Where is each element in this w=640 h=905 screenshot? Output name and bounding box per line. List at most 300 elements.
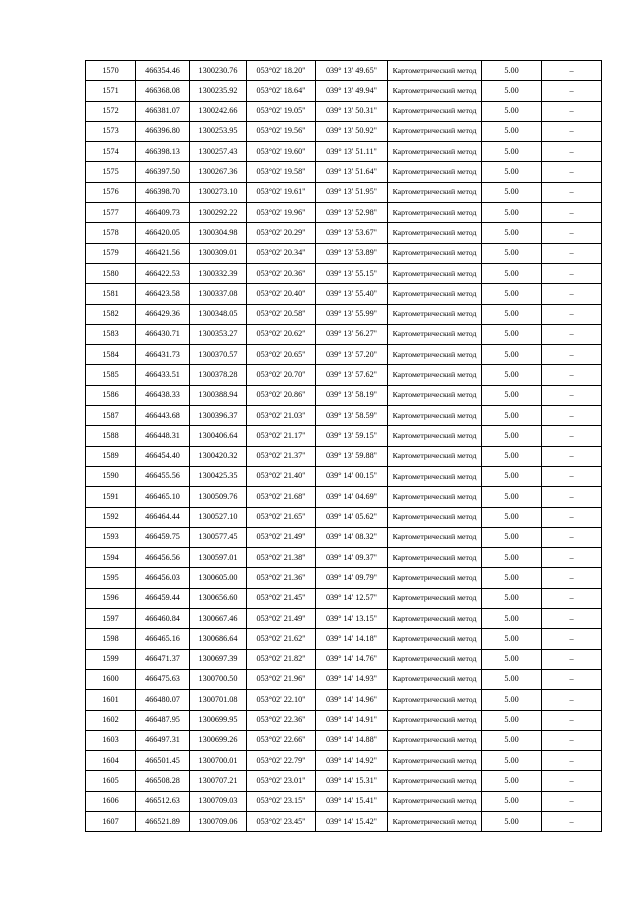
- longitude-cell: 039° 14' 00.15": [316, 466, 388, 486]
- note-cell: –: [542, 649, 602, 669]
- table-row: [86, 61, 602, 81]
- accuracy-cell: 5.00: [482, 182, 542, 202]
- longitude-cell: 039° 13' 52.98": [316, 203, 388, 223]
- x-coordinate-cell: 466454.40: [136, 446, 190, 466]
- method-cell: Картометрический метод: [388, 811, 482, 831]
- accuracy-cell: 5.00: [482, 284, 542, 304]
- accuracy-cell: 5.00: [482, 669, 542, 689]
- note-cell: –: [542, 142, 602, 162]
- longitude-cell: 039° 14' 09.79": [316, 568, 388, 588]
- y-coordinate-cell: 1300605.00: [190, 568, 247, 588]
- longitude-cell: 039° 13' 57.62": [316, 365, 388, 385]
- y-coordinate-cell: 1300597.01: [190, 548, 247, 568]
- note-cell: –: [542, 345, 602, 365]
- latitude-cell: 053°02' 21.68": [247, 487, 316, 507]
- table-row: [86, 710, 602, 730]
- longitude-cell: 039° 13' 49.65": [316, 61, 388, 81]
- latitude-cell: 053°02' 22.36": [247, 710, 316, 730]
- longitude-cell: 039° 13' 57.20": [316, 345, 388, 365]
- point-number-cell: 1581: [86, 284, 136, 304]
- point-number-cell: 1579: [86, 243, 136, 263]
- note-cell: –: [542, 101, 602, 121]
- method-cell: Картометрический метод: [388, 548, 482, 568]
- latitude-cell: 053°02' 20.86": [247, 385, 316, 405]
- method-cell: Картометрический метод: [388, 669, 482, 689]
- point-number-cell: 1596: [86, 588, 136, 608]
- point-number-cell: 1587: [86, 406, 136, 426]
- x-coordinate-cell: 466465.16: [136, 629, 190, 649]
- x-coordinate-cell: 466398.13: [136, 142, 190, 162]
- point-number-cell: 1600: [86, 669, 136, 689]
- method-cell: Картометрический метод: [388, 304, 482, 324]
- note-cell: –: [542, 730, 602, 750]
- longitude-cell: 039° 13' 55.40": [316, 284, 388, 304]
- longitude-cell: 039° 14' 09.37": [316, 548, 388, 568]
- point-number-cell: 1607: [86, 811, 136, 831]
- y-coordinate-cell: 1300309.01: [190, 243, 247, 263]
- x-coordinate-cell: 466438.33: [136, 385, 190, 405]
- method-cell: Картометрический метод: [388, 182, 482, 202]
- table-row: [86, 324, 602, 344]
- accuracy-cell: 5.00: [482, 345, 542, 365]
- latitude-cell: 053°02' 20.62": [247, 324, 316, 344]
- note-cell: –: [542, 263, 602, 283]
- note-cell: –: [542, 385, 602, 405]
- table-body: [86, 61, 602, 832]
- point-number-cell: 1584: [86, 345, 136, 365]
- point-number-cell: 1574: [86, 142, 136, 162]
- latitude-cell: 053°02' 21.37": [247, 446, 316, 466]
- x-coordinate-cell: 466459.75: [136, 527, 190, 547]
- latitude-cell: 053°02' 21.03": [247, 406, 316, 426]
- table-row: [86, 629, 602, 649]
- latitude-cell: 053°02' 19.96": [247, 203, 316, 223]
- accuracy-cell: 5.00: [482, 649, 542, 669]
- note-cell: –: [542, 466, 602, 486]
- latitude-cell: 053°02' 22.79": [247, 751, 316, 771]
- y-coordinate-cell: 1300242.66: [190, 101, 247, 121]
- longitude-cell: 039° 13' 50.31": [316, 101, 388, 121]
- table-row: [86, 142, 602, 162]
- accuracy-cell: 5.00: [482, 609, 542, 629]
- method-cell: Картометрический метод: [388, 568, 482, 588]
- table-row: [86, 811, 602, 831]
- point-number-cell: 1583: [86, 324, 136, 344]
- x-coordinate-cell: 466460.84: [136, 609, 190, 629]
- longitude-cell: 039° 14' 14.92": [316, 751, 388, 771]
- note-cell: –: [542, 121, 602, 141]
- method-cell: Картометрический метод: [388, 588, 482, 608]
- method-cell: Картометрический метод: [388, 507, 482, 527]
- latitude-cell: 053°02' 23.15": [247, 791, 316, 811]
- point-number-cell: 1604: [86, 751, 136, 771]
- longitude-cell: 039° 13' 55.99": [316, 304, 388, 324]
- point-number-cell: 1601: [86, 690, 136, 710]
- latitude-cell: 053°02' 21.49": [247, 527, 316, 547]
- y-coordinate-cell: 1300304.98: [190, 223, 247, 243]
- table-row: [86, 426, 602, 446]
- point-number-cell: 1585: [86, 365, 136, 385]
- x-coordinate-cell: 466397.50: [136, 162, 190, 182]
- longitude-cell: 039° 14' 15.31": [316, 771, 388, 791]
- accuracy-cell: 5.00: [482, 811, 542, 831]
- table-row: [86, 81, 602, 101]
- latitude-cell: 053°02' 19.58": [247, 162, 316, 182]
- longitude-cell: 039° 14' 04.69": [316, 487, 388, 507]
- y-coordinate-cell: 1300527.10: [190, 507, 247, 527]
- method-cell: Картометрический метод: [388, 345, 482, 365]
- method-cell: Картометрический метод: [388, 263, 482, 283]
- table-row: [86, 365, 602, 385]
- note-cell: –: [542, 487, 602, 507]
- longitude-cell: 039° 14' 14.91": [316, 710, 388, 730]
- y-coordinate-cell: 1300709.03: [190, 791, 247, 811]
- accuracy-cell: 5.00: [482, 406, 542, 426]
- note-cell: –: [542, 629, 602, 649]
- note-cell: –: [542, 162, 602, 182]
- accuracy-cell: 5.00: [482, 446, 542, 466]
- table-row: [86, 243, 602, 263]
- x-coordinate-cell: 466480.07: [136, 690, 190, 710]
- accuracy-cell: 5.00: [482, 101, 542, 121]
- latitude-cell: 053°02' 21.82": [247, 649, 316, 669]
- table-row: [86, 751, 602, 771]
- y-coordinate-cell: 1300700.50: [190, 669, 247, 689]
- note-cell: –: [542, 609, 602, 629]
- method-cell: Картометрический метод: [388, 690, 482, 710]
- latitude-cell: 053°02' 18.64": [247, 81, 316, 101]
- point-number-cell: 1572: [86, 101, 136, 121]
- note-cell: –: [542, 182, 602, 202]
- method-cell: Картометрический метод: [388, 101, 482, 121]
- x-coordinate-cell: 466471.37: [136, 649, 190, 669]
- latitude-cell: 053°02' 21.96": [247, 669, 316, 689]
- accuracy-cell: 5.00: [482, 588, 542, 608]
- y-coordinate-cell: 1300267.36: [190, 162, 247, 182]
- method-cell: Картометрический метод: [388, 487, 482, 507]
- table-row: [86, 263, 602, 283]
- table-row: [86, 203, 602, 223]
- point-number-cell: 1570: [86, 61, 136, 81]
- y-coordinate-cell: 1300420.32: [190, 446, 247, 466]
- table-row: [86, 791, 602, 811]
- latitude-cell: 053°02' 21.40": [247, 466, 316, 486]
- point-number-cell: 1602: [86, 710, 136, 730]
- latitude-cell: 053°02' 21.38": [247, 548, 316, 568]
- method-cell: Картометрический метод: [388, 751, 482, 771]
- x-coordinate-cell: 466433.51: [136, 365, 190, 385]
- y-coordinate-cell: 1300353.27: [190, 324, 247, 344]
- x-coordinate-cell: 466508.28: [136, 771, 190, 791]
- accuracy-cell: 5.00: [482, 142, 542, 162]
- method-cell: Картометрический метод: [388, 61, 482, 81]
- latitude-cell: 053°02' 21.65": [247, 507, 316, 527]
- x-coordinate-cell: 466455.56: [136, 466, 190, 486]
- table-row: [86, 487, 602, 507]
- method-cell: Картометрический метод: [388, 771, 482, 791]
- note-cell: –: [542, 243, 602, 263]
- longitude-cell: 039° 13' 53.67": [316, 223, 388, 243]
- table-row: [86, 223, 602, 243]
- longitude-cell: 039° 13' 58.59": [316, 406, 388, 426]
- method-cell: Картометрический метод: [388, 791, 482, 811]
- longitude-cell: 039° 14' 14.18": [316, 629, 388, 649]
- y-coordinate-cell: 1300337.08: [190, 284, 247, 304]
- x-coordinate-cell: 466456.56: [136, 548, 190, 568]
- y-coordinate-cell: 1300701.08: [190, 690, 247, 710]
- point-number-cell: 1582: [86, 304, 136, 324]
- y-coordinate-cell: 1300388.94: [190, 385, 247, 405]
- latitude-cell: 053°02' 19.60": [247, 142, 316, 162]
- latitude-cell: 053°02' 21.49": [247, 609, 316, 629]
- method-cell: Картометрический метод: [388, 81, 482, 101]
- note-cell: –: [542, 365, 602, 385]
- y-coordinate-cell: 1300396.37: [190, 406, 247, 426]
- longitude-cell: 039° 13' 51.11": [316, 142, 388, 162]
- note-cell: –: [542, 771, 602, 791]
- x-coordinate-cell: 466381.07: [136, 101, 190, 121]
- method-cell: Картометрический метод: [388, 406, 482, 426]
- y-coordinate-cell: 1300348.05: [190, 304, 247, 324]
- note-cell: –: [542, 507, 602, 527]
- table-row: [86, 182, 602, 202]
- method-cell: Картометрический метод: [388, 142, 482, 162]
- latitude-cell: 053°02' 22.66": [247, 730, 316, 750]
- x-coordinate-cell: 466423.58: [136, 284, 190, 304]
- longitude-cell: 039° 14' 14.93": [316, 669, 388, 689]
- y-coordinate-cell: 1300667.46: [190, 609, 247, 629]
- point-number-cell: 1590: [86, 466, 136, 486]
- x-coordinate-cell: 466398.70: [136, 182, 190, 202]
- latitude-cell: 053°02' 20.58": [247, 304, 316, 324]
- latitude-cell: 053°02' 20.65": [247, 345, 316, 365]
- x-coordinate-cell: 466512.63: [136, 791, 190, 811]
- note-cell: –: [542, 751, 602, 771]
- method-cell: Картометрический метод: [388, 365, 482, 385]
- latitude-cell: 053°02' 19.05": [247, 101, 316, 121]
- method-cell: Картометрический метод: [388, 446, 482, 466]
- method-cell: Картометрический метод: [388, 284, 482, 304]
- point-number-cell: 1586: [86, 385, 136, 405]
- note-cell: –: [542, 527, 602, 547]
- method-cell: Картометрический метод: [388, 649, 482, 669]
- table-row: [86, 568, 602, 588]
- accuracy-cell: 5.00: [482, 771, 542, 791]
- note-cell: –: [542, 568, 602, 588]
- longitude-cell: 039° 14' 12.57": [316, 588, 388, 608]
- note-cell: –: [542, 284, 602, 304]
- x-coordinate-cell: 466430.71: [136, 324, 190, 344]
- latitude-cell: 053°02' 21.62": [247, 629, 316, 649]
- note-cell: –: [542, 223, 602, 243]
- table-row: [86, 588, 602, 608]
- method-cell: Картометрический метод: [388, 730, 482, 750]
- table-row: [86, 345, 602, 365]
- note-cell: –: [542, 446, 602, 466]
- note-cell: –: [542, 426, 602, 446]
- x-coordinate-cell: 466475.63: [136, 669, 190, 689]
- method-cell: Картометрический метод: [388, 385, 482, 405]
- point-number-cell: 1595: [86, 568, 136, 588]
- point-number-cell: 1576: [86, 182, 136, 202]
- point-number-cell: 1578: [86, 223, 136, 243]
- latitude-cell: 053°02' 20.70": [247, 365, 316, 385]
- note-cell: –: [542, 811, 602, 831]
- method-cell: Картометрический метод: [388, 121, 482, 141]
- y-coordinate-cell: 1300709.06: [190, 811, 247, 831]
- note-cell: –: [542, 710, 602, 730]
- longitude-cell: 039° 13' 55.15": [316, 263, 388, 283]
- y-coordinate-cell: 1300292.22: [190, 203, 247, 223]
- longitude-cell: 039° 14' 08.32": [316, 527, 388, 547]
- point-number-cell: 1599: [86, 649, 136, 669]
- accuracy-cell: 5.00: [482, 81, 542, 101]
- accuracy-cell: 5.00: [482, 629, 542, 649]
- x-coordinate-cell: 466501.45: [136, 751, 190, 771]
- accuracy-cell: 5.00: [482, 385, 542, 405]
- y-coordinate-cell: 1300230.76: [190, 61, 247, 81]
- longitude-cell: 039° 13' 51.95": [316, 182, 388, 202]
- accuracy-cell: 5.00: [482, 304, 542, 324]
- method-cell: Картометрический метод: [388, 629, 482, 649]
- x-coordinate-cell: 466487.95: [136, 710, 190, 730]
- table-row: [86, 690, 602, 710]
- table-row: [86, 771, 602, 791]
- point-number-cell: 1577: [86, 203, 136, 223]
- accuracy-cell: 5.00: [482, 527, 542, 547]
- accuracy-cell: 5.00: [482, 263, 542, 283]
- longitude-cell: 039° 13' 53.89": [316, 243, 388, 263]
- x-coordinate-cell: 466421.56: [136, 243, 190, 263]
- longitude-cell: 039° 14' 15.41": [316, 791, 388, 811]
- table-row: [86, 385, 602, 405]
- point-number-cell: 1591: [86, 487, 136, 507]
- table-row: [86, 649, 602, 669]
- latitude-cell: 053°02' 21.17": [247, 426, 316, 446]
- note-cell: –: [542, 81, 602, 101]
- longitude-cell: 039° 13' 59.88": [316, 446, 388, 466]
- y-coordinate-cell: 1300332.39: [190, 263, 247, 283]
- x-coordinate-cell: 466431.73: [136, 345, 190, 365]
- accuracy-cell: 5.00: [482, 710, 542, 730]
- latitude-cell: 053°02' 20.29": [247, 223, 316, 243]
- point-number-cell: 1573: [86, 121, 136, 141]
- longitude-cell: 039° 14' 05.62": [316, 507, 388, 527]
- longitude-cell: 039° 13' 58.19": [316, 385, 388, 405]
- x-coordinate-cell: 466497.31: [136, 730, 190, 750]
- y-coordinate-cell: 1300425.35: [190, 466, 247, 486]
- point-number-cell: 1605: [86, 771, 136, 791]
- y-coordinate-cell: 1300699.95: [190, 710, 247, 730]
- accuracy-cell: 5.00: [482, 365, 542, 385]
- table-row: [86, 669, 602, 689]
- x-coordinate-cell: 466420.05: [136, 223, 190, 243]
- method-cell: Картометрический метод: [388, 466, 482, 486]
- accuracy-cell: 5.00: [482, 751, 542, 771]
- y-coordinate-cell: 1300235.92: [190, 81, 247, 101]
- accuracy-cell: 5.00: [482, 121, 542, 141]
- x-coordinate-cell: 466422.53: [136, 263, 190, 283]
- y-coordinate-cell: 1300577.45: [190, 527, 247, 547]
- y-coordinate-cell: 1300378.28: [190, 365, 247, 385]
- x-coordinate-cell: 466396.80: [136, 121, 190, 141]
- y-coordinate-cell: 1300656.60: [190, 588, 247, 608]
- longitude-cell: 039° 13' 56.27": [316, 324, 388, 344]
- table-row: [86, 507, 602, 527]
- point-number-cell: 1592: [86, 507, 136, 527]
- y-coordinate-cell: 1300700.01: [190, 751, 247, 771]
- table-row: [86, 527, 602, 547]
- x-coordinate-cell: 466443.68: [136, 406, 190, 426]
- point-number-cell: 1575: [86, 162, 136, 182]
- method-cell: Картометрический метод: [388, 324, 482, 344]
- method-cell: Картометрический метод: [388, 527, 482, 547]
- y-coordinate-cell: 1300253.95: [190, 121, 247, 141]
- coordinates-table: [85, 60, 602, 832]
- latitude-cell: 053°02' 18.20": [247, 61, 316, 81]
- y-coordinate-cell: 1300406.64: [190, 426, 247, 446]
- table-row: [86, 121, 602, 141]
- accuracy-cell: 5.00: [482, 690, 542, 710]
- longitude-cell: 039° 14' 13.15": [316, 609, 388, 629]
- point-number-cell: 1589: [86, 446, 136, 466]
- point-number-cell: 1597: [86, 609, 136, 629]
- table-row: [86, 101, 602, 121]
- latitude-cell: 053°02' 20.34": [247, 243, 316, 263]
- accuracy-cell: 5.00: [482, 426, 542, 446]
- point-number-cell: 1606: [86, 791, 136, 811]
- longitude-cell: 039° 14' 14.88": [316, 730, 388, 750]
- point-number-cell: 1588: [86, 426, 136, 446]
- y-coordinate-cell: 1300273.10: [190, 182, 247, 202]
- x-coordinate-cell: 466448.31: [136, 426, 190, 446]
- y-coordinate-cell: 1300699.26: [190, 730, 247, 750]
- longitude-cell: 039° 14' 15.42": [316, 811, 388, 831]
- method-cell: Картометрический метод: [388, 710, 482, 730]
- note-cell: –: [542, 406, 602, 426]
- x-coordinate-cell: 466465.10: [136, 487, 190, 507]
- note-cell: –: [542, 304, 602, 324]
- y-coordinate-cell: 1300509.76: [190, 487, 247, 507]
- x-coordinate-cell: 466456.03: [136, 568, 190, 588]
- latitude-cell: 053°02' 20.40": [247, 284, 316, 304]
- table-row: [86, 304, 602, 324]
- note-cell: –: [542, 61, 602, 81]
- method-cell: Картометрический метод: [388, 162, 482, 182]
- table-row: [86, 284, 602, 304]
- longitude-cell: 039° 13' 49.94": [316, 81, 388, 101]
- table-row: [86, 548, 602, 568]
- table-row: [86, 406, 602, 426]
- method-cell: Картометрический метод: [388, 223, 482, 243]
- note-cell: –: [542, 203, 602, 223]
- note-cell: –: [542, 669, 602, 689]
- accuracy-cell: 5.00: [482, 507, 542, 527]
- latitude-cell: 053°02' 19.56": [247, 121, 316, 141]
- x-coordinate-cell: 466464.44: [136, 507, 190, 527]
- accuracy-cell: 5.00: [482, 730, 542, 750]
- longitude-cell: 039° 14' 14.96": [316, 690, 388, 710]
- x-coordinate-cell: 466429.36: [136, 304, 190, 324]
- accuracy-cell: 5.00: [482, 568, 542, 588]
- method-cell: Картометрический метод: [388, 426, 482, 446]
- latitude-cell: 053°02' 21.45": [247, 588, 316, 608]
- point-number-cell: 1593: [86, 527, 136, 547]
- longitude-cell: 039° 13' 50.92": [316, 121, 388, 141]
- longitude-cell: 039° 14' 14.76": [316, 649, 388, 669]
- y-coordinate-cell: 1300370.57: [190, 345, 247, 365]
- y-coordinate-cell: 1300697.39: [190, 649, 247, 669]
